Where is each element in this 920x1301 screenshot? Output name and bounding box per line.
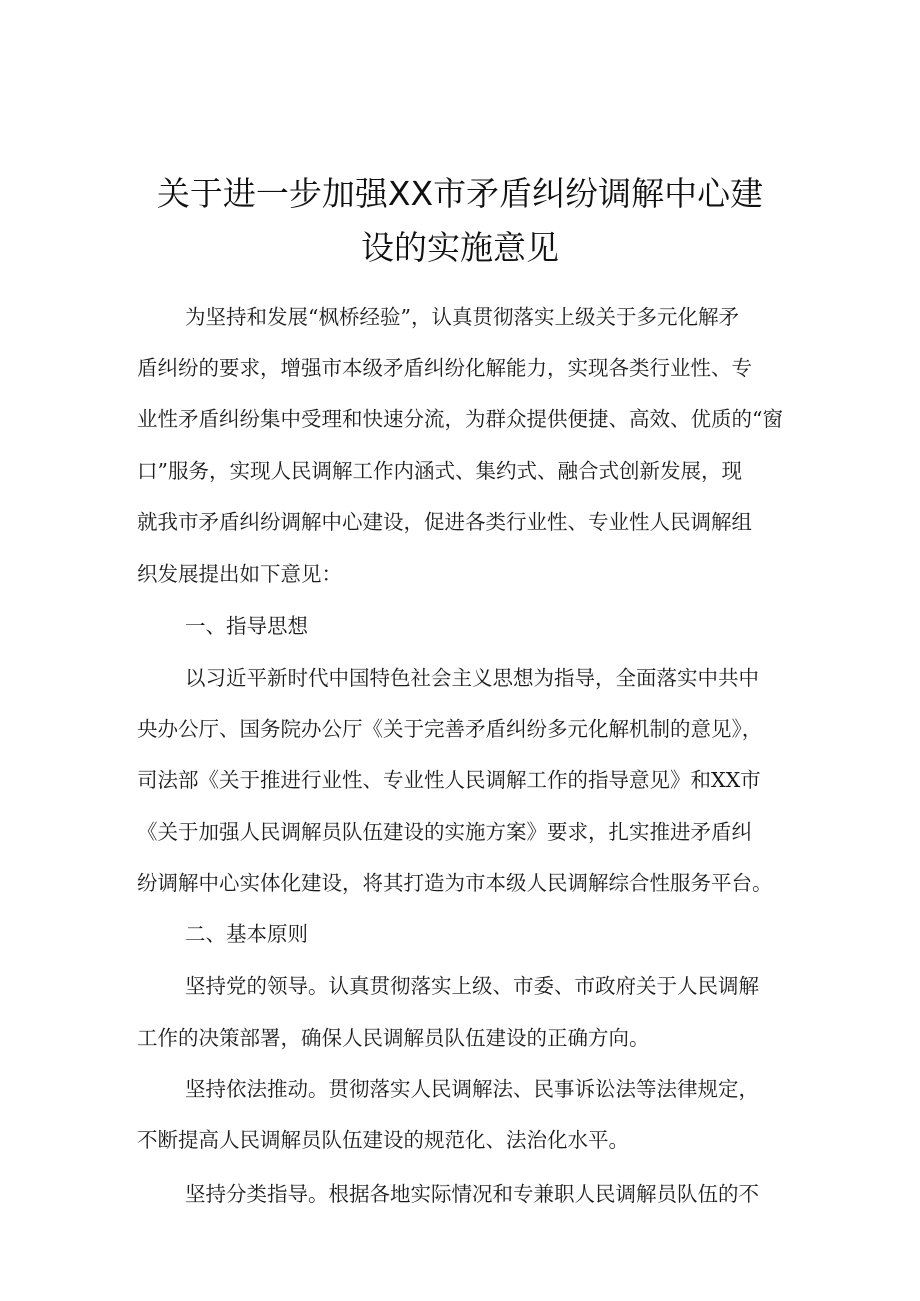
- section-heading-guiding-ideology: 一、指导思想: [185, 614, 308, 638]
- paragraph-line: 织发展提出如下意见：: [137, 562, 342, 586]
- paragraph-line: 央办公厅、国务院办公厅《关于完善矛盾纠纷多元化解机制的意见》，: [137, 717, 763, 741]
- paragraph-line: 为坚持和发展“枫桥经验”，认真贯彻落实上级关于多元化解矛: [185, 305, 739, 329]
- paragraph-line: 工作的决策部署，确保人民调解员队伍建设的正确方向。: [137, 1026, 650, 1050]
- paragraph-line: 纷调解中心实体化建设，将其打造为市本级人民调解综合性服务平台。: [137, 871, 773, 895]
- paragraph-line: 业性矛盾纠纷集中受理和快速分流，为群众提供便捷、高效、优质的“窗: [137, 407, 783, 431]
- paragraph-line: 坚持分类指导。根据各地实际情况和专兼职人民调解员队伍的不: [185, 1182, 759, 1206]
- paragraph-line: 就我市矛盾纠纷调解中心建设，促进各类行业性、专业性人民调解组: [137, 510, 752, 534]
- paragraph-line: 司法部《关于推进行业性、专业性人民调解工作的指导意见》和XX市: [137, 768, 761, 792]
- paragraph-line: 坚持党的领导。认真贯彻落实上级、市委、市政府关于人民调解: [185, 974, 759, 998]
- paragraph-line: 坚持依法推动。贯彻落实人民调解法、民事诉讼法等法律规定，: [185, 1077, 759, 1101]
- document-title-line-1: 关于进一步加强XX市矛盾纠纷调解中心建: [156, 174, 764, 213]
- paragraph-line: 口”服务，实现人民调解工作内涵式、集约式、融合式创新发展，现: [137, 459, 742, 483]
- paragraph-line: 不断提高人民调解员队伍建设的规范化、法治化水平。: [137, 1128, 629, 1152]
- paragraph-line: 盾纠纷的要求，增强市本级矛盾纠纷化解能力，实现各类行业性、专: [137, 356, 752, 380]
- paragraph-line: 《关于加强人民调解员队伍建设的实施方案》要求，扎实推进矛盾纠: [137, 820, 752, 844]
- paragraph-line: 以习近平新时代中国特色社会主义思想为指导，全面落实中共中: [185, 666, 759, 690]
- document-title-line-2: 设的实施意见: [361, 228, 559, 267]
- section-heading-basic-principles: 二、基本原则: [185, 922, 308, 946]
